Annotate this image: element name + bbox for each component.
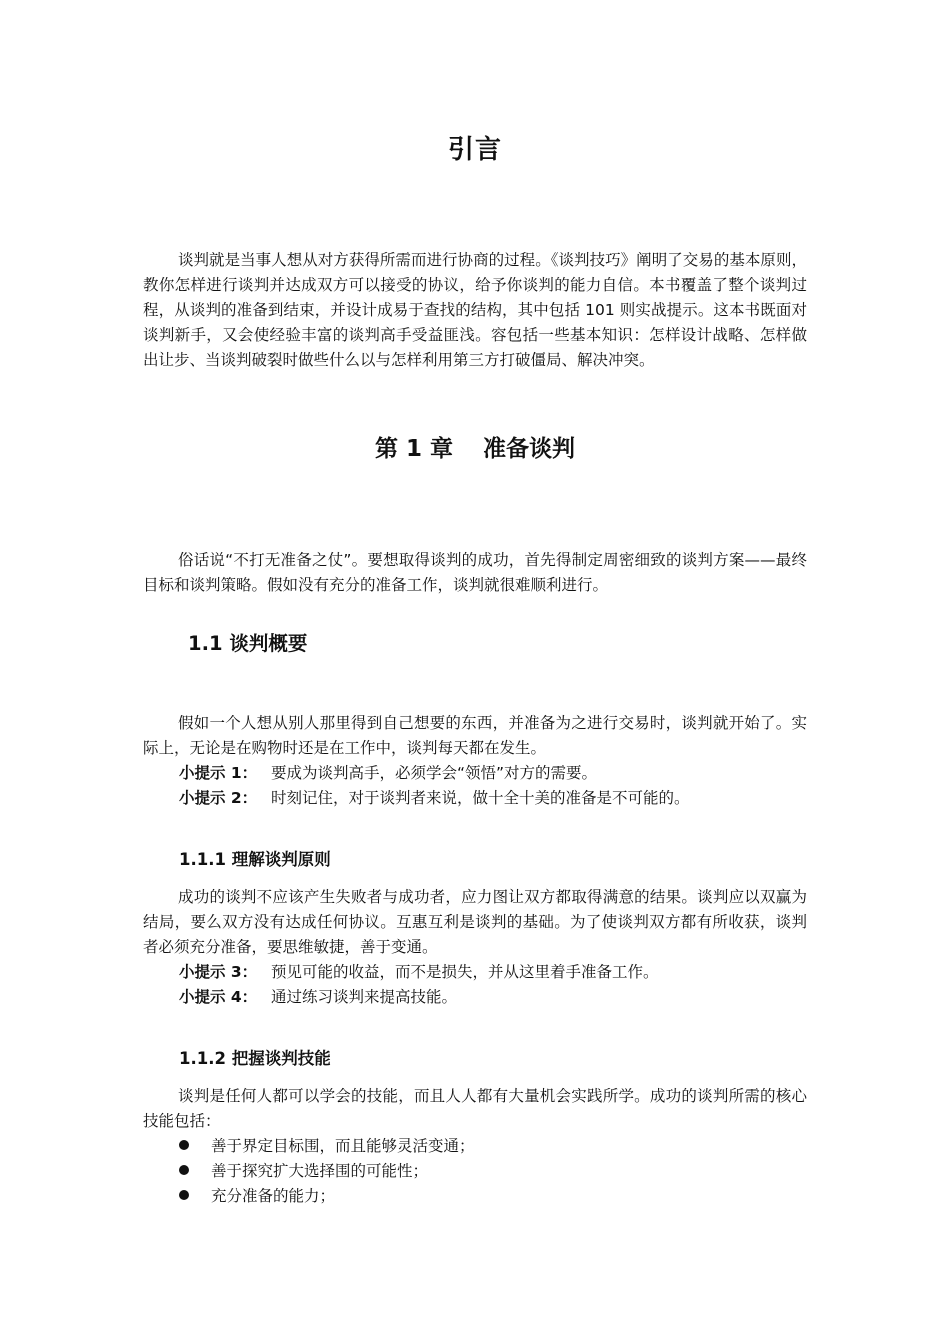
section-heading-1-1: 1.1 谈判概要 bbox=[188, 632, 308, 655]
bullet-dot bbox=[179, 1190, 189, 1200]
chapter-name: 准备谈判 bbox=[483, 436, 576, 462]
tip-4 bbox=[179, 985, 807, 1010]
bullet-dot bbox=[179, 1140, 189, 1150]
tip-label: 小提示 1： bbox=[179, 764, 258, 782]
chapter-paragraph: 俗话说“不打无准备之仗”。要想取得谈判的成功，首先得制定周密细致的谈判方案——最终目标和谈判策略。假如没有充分的准备工作，谈判就很难顺利进行。 bbox=[143, 551, 807, 594]
intro-title: 引言 bbox=[447, 135, 502, 165]
intro-paragraph: 谈判就是当事人想从对方获得所需而进行协商的过程。《谈判技巧》阐明了交易的基本原则，教你怎样进行谈判并达成双方可以接受的协议，给予你谈判的能力自信。本书覆盖了整个谈判过程，从谈判的准备到结束，并设计成易于查找的结构，其中包括 101 则实战提示。这本书既面对谈判新手，又会使经验丰富的谈判高手受益匪浅。容包括一些基本知识：怎样设计战略、怎样做出让步、当谈判破裂时做些什么以与怎样利用第三方打破僵局、解决冲突。 bbox=[143, 251, 807, 369]
tip-3 bbox=[179, 960, 807, 985]
chapter-title bbox=[0, 432, 950, 466]
tip-text: 要成为谈判高手，必须学会“领悟”对方的需要。 bbox=[271, 764, 598, 782]
bullet-item bbox=[179, 1184, 807, 1209]
tip-label: 小提示 2： bbox=[179, 789, 258, 807]
tip-text: 时刻记住，对于谈判者来说，做十全十美的准备是不可能的。 bbox=[271, 789, 690, 807]
bullet-item bbox=[179, 1159, 807, 1184]
section-heading-1-1-1: 1.1.1 理解谈判原则 bbox=[179, 850, 331, 869]
tip-2 bbox=[179, 786, 807, 811]
section-1-1-paragraph: 假如一个人想从别人那里得到自己想要的东西，并准备为之进行交易时，谈判就开始了。实际上，无论是在购物时还是在工作中，谈判每天都在发生。 bbox=[143, 714, 807, 757]
section-1-1-2-paragraph: 谈判是任何人都可以学会的技能，而且人人都有大量机会实践所学。成功的谈判所需的核心技能包括： bbox=[143, 1087, 807, 1130]
tip-1 bbox=[179, 761, 807, 786]
bullet-text: 充分准备的能力； bbox=[211, 1187, 336, 1205]
bullet-dot bbox=[179, 1165, 189, 1175]
tip-text: 预见可能的收益，而不是损失，并从这里着手准备工作。 bbox=[271, 963, 659, 981]
bullet-text: 善于界定目标围，而且能够灵活变通； bbox=[211, 1137, 475, 1155]
bullet-item bbox=[179, 1134, 807, 1159]
section-1-1-1-paragraph: 成功的谈判不应该产生失败者与成功者，应力图让双方都取得满意的结果。谈判应以双赢为结局，要么双方没有达成任何协议。互惠互利是谈判的基础。为了使谈判双方都有所收获，谈判者必须充分准备，要思维敏捷，善于变通。 bbox=[143, 888, 807, 956]
section-heading-1-1-2: 1.1.2 把握谈判技能 bbox=[179, 1049, 331, 1068]
tip-label: 小提示 3： bbox=[179, 963, 258, 981]
chapter-number: 第 1 章 bbox=[374, 436, 454, 462]
bullet-text: 善于探究扩大选择围的可能性； bbox=[211, 1162, 429, 1180]
tip-label: 小提示 4： bbox=[179, 988, 258, 1006]
tip-text: 通过练习谈判来提高技能。 bbox=[271, 988, 458, 1006]
